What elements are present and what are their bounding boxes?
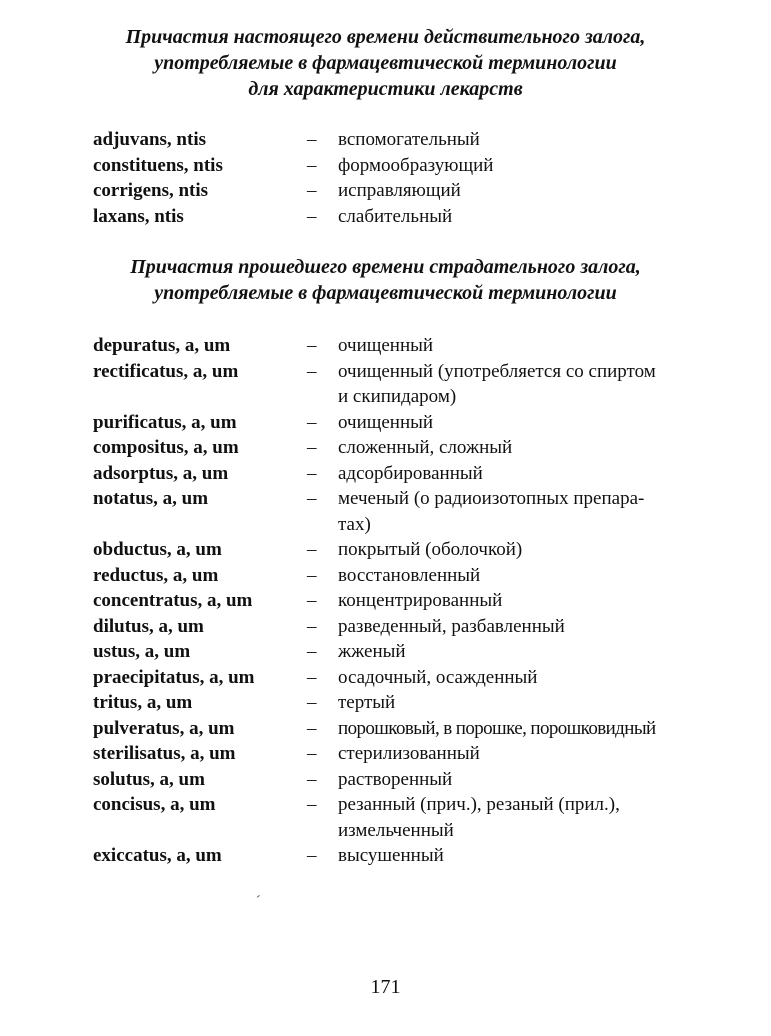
term-entry	[93, 333, 693, 359]
stray-pen-mark: ˊ	[256, 894, 261, 909]
term-entry	[93, 537, 693, 563]
dash-separator: –	[307, 335, 317, 356]
latin-term: adjuvans, ntis	[93, 129, 206, 150]
dash-separator: –	[307, 794, 317, 815]
term-meaning: меченый (о радиоизотопных препара- тах)	[338, 488, 645, 535]
latin-term: exiccatus, a, um	[93, 845, 222, 866]
term-entry	[93, 127, 693, 153]
dash-separator: –	[307, 590, 317, 611]
latin-term: ustus, a, um	[93, 641, 191, 662]
term-entry	[93, 486, 693, 537]
latin-term: constituens, ntis	[93, 154, 223, 176]
term-meaning: осадочный, осажденный	[338, 666, 538, 688]
heading-line: употребляемые в фармацевтической терминологии	[154, 282, 617, 304]
dash-separator: –	[307, 539, 317, 560]
term-meaning: восстановленный	[338, 564, 481, 586]
heading-line: для характеристики лекарств	[248, 78, 523, 100]
term-entry	[93, 435, 693, 461]
term-entry	[93, 767, 693, 793]
term-entry	[93, 614, 693, 640]
dash-separator: –	[307, 154, 317, 176]
term-meaning: разведенный, разбавленный	[338, 615, 565, 637]
latin-term: adsorptus, a, um	[93, 462, 229, 484]
term-entry	[93, 178, 693, 204]
latin-term: rectificatus, a, um	[93, 360, 239, 382]
term-meaning: исправляющий	[338, 180, 461, 201]
latin-term: dilutus, a, um	[93, 615, 204, 637]
latin-term: pulveratus, a, um	[93, 717, 235, 739]
heading-line: Причастия настоящего времени действительного залога,	[125, 26, 646, 48]
term-meaning: концентрированный	[338, 590, 503, 611]
latin-term: tritus, a, um	[93, 692, 193, 713]
dash-separator: –	[307, 205, 317, 227]
term-meaning: жженый	[338, 641, 406, 662]
term-entry	[93, 741, 693, 767]
latin-term: corrigens, ntis	[93, 180, 209, 201]
term-entry	[93, 843, 693, 869]
dash-separator: –	[307, 692, 317, 713]
page-number: 171	[370, 976, 401, 998]
term-meaning: сложенный, сложный	[338, 437, 513, 458]
term-meaning: стерилизованный	[338, 743, 480, 764]
term-entry	[93, 690, 693, 716]
dash-separator: –	[307, 488, 317, 509]
dash-separator: –	[307, 615, 317, 637]
dash-separator: –	[307, 845, 317, 866]
term-meaning: очищенный (употребляется со спиртом и скипидаром)	[338, 360, 656, 407]
term-meaning: резанный (прич.), резаный (прил.), измельченный	[338, 794, 620, 841]
latin-term: concentratus, a, um	[93, 590, 253, 611]
heading-line: употребляемые в фармацевтической терминологии	[154, 52, 617, 74]
term-entry	[93, 410, 693, 436]
term-entry	[93, 716, 693, 742]
section-heading-past-participles	[0, 254, 771, 306]
term-meaning: покрытый (оболочкой)	[338, 539, 523, 560]
dash-separator: –	[307, 768, 317, 790]
term-meaning: высушенный	[338, 845, 444, 866]
term-entry	[93, 665, 693, 691]
term-meaning: порошковый, в порошке, порошковидный	[338, 717, 656, 739]
term-entry	[93, 461, 693, 487]
term-meaning: растворенный	[338, 768, 453, 790]
term-entry	[93, 359, 693, 410]
latin-term: laxans, ntis	[93, 205, 184, 227]
term-entry	[93, 204, 693, 230]
term-meaning: вспомогательный	[338, 129, 480, 150]
dash-separator: –	[307, 743, 317, 764]
dash-separator: –	[307, 180, 317, 201]
latin-term: depuratus, a, um	[93, 335, 231, 356]
term-entry	[93, 563, 693, 589]
term-meaning: слабительный	[338, 205, 453, 227]
present-participles-list	[93, 127, 693, 229]
term-meaning: адсорбированный	[338, 462, 483, 484]
term-entry	[93, 639, 693, 665]
term-entry	[93, 792, 693, 843]
section-heading-present-participles	[0, 24, 771, 102]
dash-separator: –	[307, 129, 317, 150]
dash-separator: –	[307, 411, 317, 433]
term-entry	[93, 588, 693, 614]
term-meaning: формообразующий	[338, 154, 494, 176]
latin-term: concisus, a, um	[93, 794, 216, 815]
heading-line: Причастия прошедшего времени страдательного залога,	[130, 256, 641, 278]
dash-separator: –	[307, 641, 317, 662]
latin-term: solutus, a, um	[93, 768, 205, 790]
latin-term: sterilisatus, a, um	[93, 743, 236, 764]
dash-separator: –	[307, 564, 317, 586]
term-entry	[93, 153, 693, 179]
latin-term: obductus, a, um	[93, 539, 222, 560]
dash-separator: –	[307, 666, 317, 688]
dash-separator: –	[307, 360, 317, 382]
term-meaning: очищенный	[338, 335, 434, 356]
dash-separator: –	[307, 717, 317, 739]
dash-separator: –	[307, 462, 317, 484]
latin-term: notatus, a, um	[93, 488, 209, 509]
term-meaning: очищенный	[338, 411, 434, 433]
latin-term: reductus, a, um	[93, 564, 219, 586]
latin-term: compositus, a, um	[93, 437, 239, 458]
latin-term: praecipitatus, a, um	[93, 666, 255, 688]
dash-separator: –	[307, 437, 317, 458]
past-participles-list	[93, 333, 693, 869]
latin-term: purificatus, a, um	[93, 411, 237, 433]
term-meaning: тертый	[338, 692, 396, 713]
